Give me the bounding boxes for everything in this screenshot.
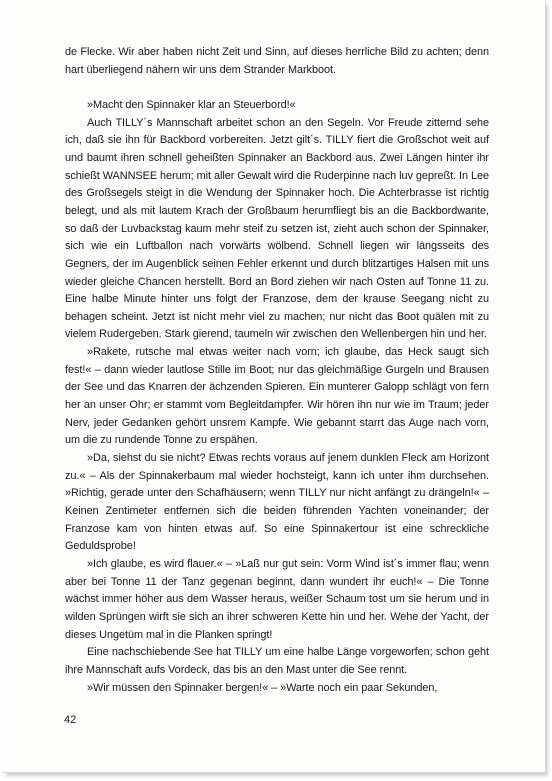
paragraph: de Flecke. Wir aber haben nicht Zeit und Sinn, auf dieses herrliche Bild zu achten; denn hart überliegend nähern wir uns dem Strander Markboot. [65,46,489,76]
page-number: 42 [64,714,77,726]
paragraph: »Rakete, rutsche mal etwas weiter nach vorn; ich glaube, das Heck saugt sich fest!« – dann wieder lautlose Stille im Boot; nur das gleichmäßige Gurgeln und Brausen der See und das Knarren der ächzenden Spieren. Ein munterer Galopp schlägt von fern her an unser Ohr; er stammt vom Begleitdampfer. Wir hören ihn nur wie im Traum; jeder Nerv, jeder Gedanken gehört unsrem Kampfe. Wie gebannt starrt das Auge nach vorn, um die zu rundende Tonne zu erspähen. [65,346,489,447]
paragraph: »Wir müssen den Spinnaker bergen!« – »Warte noch ein paar Sekunden, [87,681,438,694]
paragraph: Eine nachschiebende See hat TILLY um eine halbe Länge vorgeworfen; schon geht ihre Mannschaft aufs Vordeck, das bis an den Mast unter die See rennt. [65,646,489,676]
paragraph: »Da, siehst du sie nicht? Etwas rechts voraus auf jenem dunklen Fleck am Horizont zu.« – Als der Spinnakerbaum mal wieder hochsteigt, kann ich unter ihm durchsehen. »Richtig, gerade unter den Schafhäusern; wenn TILLY nur nicht anfängt zu drängeln!« – Keinen Zentimeter entfernen sich die beiden führenden Yachten voneinander; der Franzose kam von hinten etwas auf. So eine Spinnakertour ist eine schreckliche Geduldsprobe! [65,452,489,553]
paragraph: »Macht den Spinnaker klar an Steuerbord!« [87,98,296,111]
body-text [65,44,489,697]
paragraph: Auch TILLY´s Mannschaft arbeitet schon an den Segeln. Vor Freude zitternd sehe ich, daß sie ihn für Backbord vorbereiten. Jetzt gilt´s. TILLY fiert die Großschot weit auf und baumt ihren schnell geheißten Spinnaker an Backbord aus. Zwei Längen hinter ihr schießt WANNSEE herum; mit aller Gewalt wird die Ruderpinne nach luv gepreßt. In Lee des Großsegels steigt in die Wendung der Spinnaker hoch. Die Achterbrasse ist richtig belegt, und als mit lautem Krach der Großbaum herumfliegt bis an die Backbordwante, so daß der Luvbackstag kaum mehr steif zu setzen ist, zieht auch schon der Spinnaker, sich wie ein Luftballon nach vorwärts wölbend. Schnell liegen wir längsseits des Gegners, der im Augenblick seinen Fehler erkennt und durch blitzartiges Halsen mit uns wieder gleiche Chancen herstellt. Bord an Bord ziehen wir nach Osten auf Tonne 11 zu. Eine halbe Minute hinter uns folgt der Franzose, dem der krause Seegang nicht zu behagen scheint. Jetzt ist nicht mehr viel zu machen; nur nicht das Boot quälen mit zu vielem Rudergeben. Stark gierend, taumeln wir zwischen den Wellenbergen hin und her. [65,116,489,341]
book-page [2,0,546,773]
paragraph: »Ich glaube, es wird flauer.« – »Laß nur gut sein: Vorm Wind ist´s immer flau; wenn aber bei Tonne 11 der Tanz gegenan beginnt, dann wundert ihr euch!« – Die Tonne wächst immer höher aus dem Wasser heraus, weißer Schaum tost um sie herum und in wilden Sprüngen wirft sie sich an ihrer schweren Kette hin und her. Wehe der Yacht, der dieses Ungetüm mal in die Planken springt! [65,558,489,641]
